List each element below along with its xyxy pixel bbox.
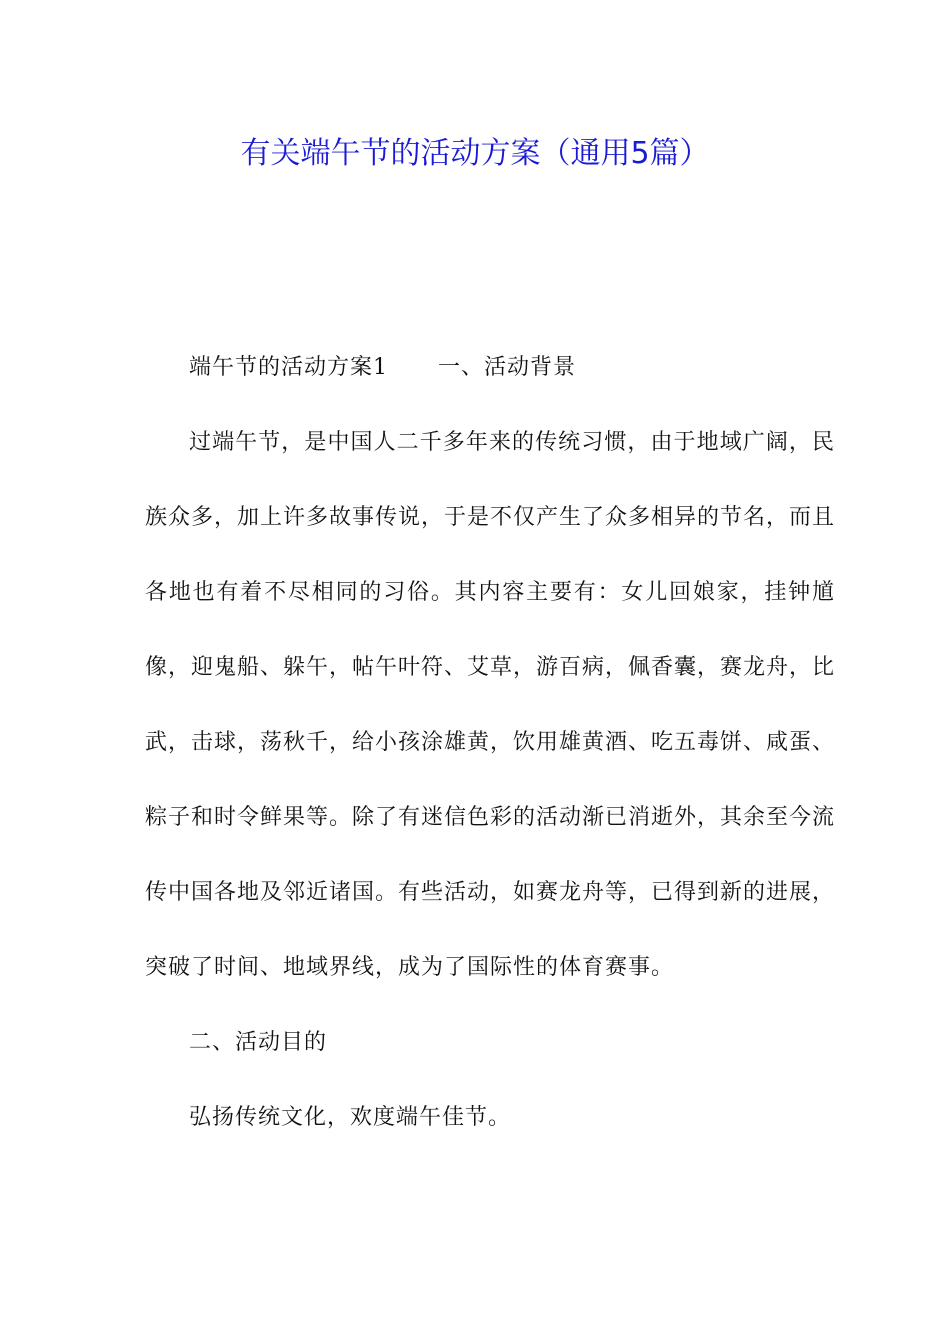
document-body	[145, 330, 835, 1155]
document-title: 有关端午节的活动方案（通用5篇）	[240, 136, 710, 171]
section-heading	[145, 330, 835, 405]
paragraph-background: 过端午节，是中国人二千多年来的传统习惯，由于地域广阔，民族众多，加上许多故事传说，于是不仅产生了众多相异的节名，而且各地也有着不尽相同的习俗。其内容主要有：女儿回娘家，挂钟馗像，迎鬼船、躲午，帖午叶符、艾草，游百病，佩香囊，赛龙舟，比武，击球，荡秋千，给小孩涂雄黄，饮用雄黄酒、吃五毒饼、咸蛋、粽子和时令鲜果等。除了有迷信色彩的活动渐已消逝外，其余至今流传中国各地及邻近诸国。有些活动，如赛龙舟等，已得到新的进展，突破了时间、地域界线，成为了国际性的体育赛事。	[145, 430, 836, 980]
heading-purpose: 二、活动目的	[189, 1030, 328, 1055]
section-subheading: 一、活动背景	[438, 355, 577, 380]
plan-label: 端午节的活动方案1	[189, 355, 388, 380]
paragraph-purpose: 弘扬传统文化，欢度端午佳节。	[189, 1105, 512, 1130]
